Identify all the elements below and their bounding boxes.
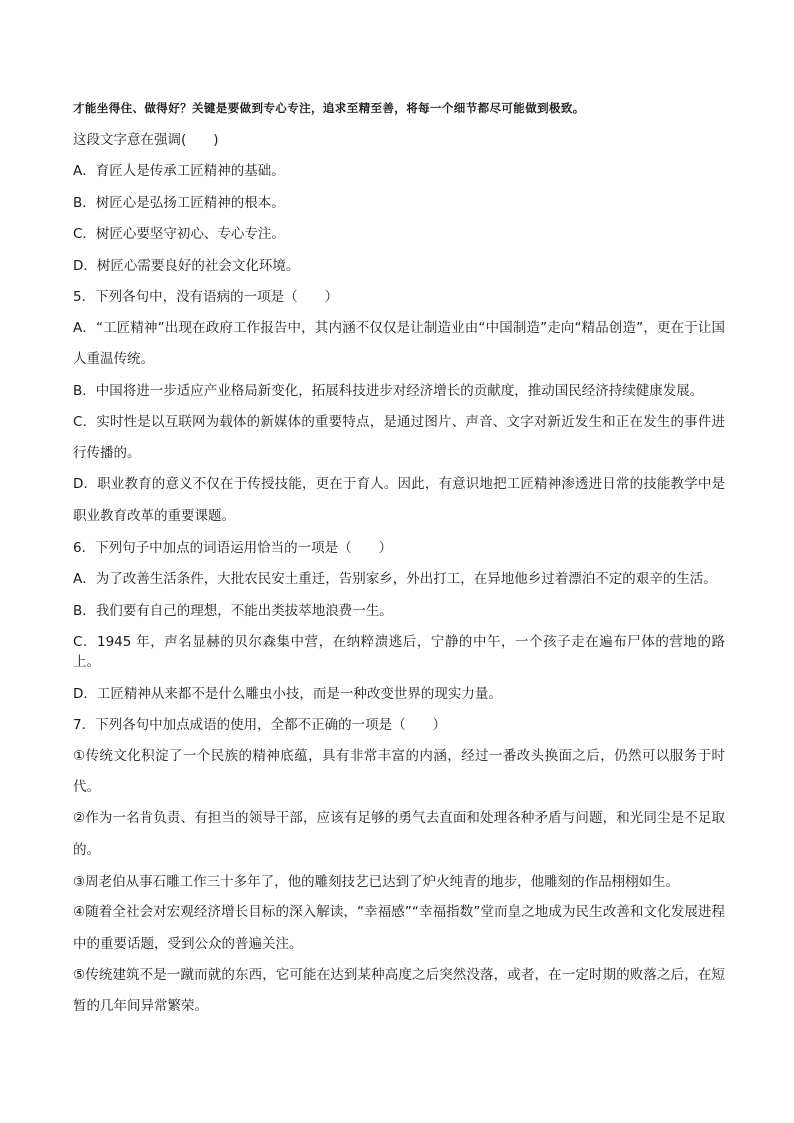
document-page: [73, 98, 725, 1028]
question-7: 7．下列各句中加点成语的使用，全都不正确的一项是（ ）: [73, 717, 447, 733]
option-d: D．树匠心需要良好的社会文化环境。: [73, 257, 300, 274]
question-6-option-b: B．我们要有自己的理想，不能出类拔萃地浪费一生。: [73, 602, 393, 619]
question-7-item-4: ④随着全社会对宏观经济增长目标的深入解读，“幸福感”“幸福指数”堂而皇之地成为民生改善和文化发展进程中的重要话题，受到公众的普遍关注。: [73, 904, 725, 952]
option-b: B．树匠心是弘扬工匠精神的根本。: [73, 194, 285, 211]
question-5: 5．下列各句中，没有语病的一项是（ ）: [73, 289, 339, 305]
question-5-option-d: D．职业教育的意义不仅在于传授技能，更在于育人。因此，有意识地把工匠精神渗透进日常的技能教学中是职业教育改革的重要课题。: [73, 476, 725, 524]
question-5-option-c: C．实时性是以互联网为载体的新媒体的重要特点，是通过图片、声音、文字对新近发生和正在发生的事件进行传播的。: [73, 413, 725, 461]
question-7-item-3: ③周老伯从事石雕工作三十多年了，他的雕刻技艺已达到了炉火纯青的地步，他雕刻的作品栩栩如生。: [73, 873, 680, 890]
option-c: C．树匠心要坚守初心、专心专注。: [73, 226, 285, 242]
question-6: 6．下列句子中加点的词语运用恰当的一项是（ ）: [73, 539, 393, 556]
question-6-option-d: D．工匠精神从来都不是什么雕虫小技，而是一种改变世界的现实力量。: [73, 685, 502, 702]
question-5-option-b: B．中国将进一步适应产业格局新变化，拓展科技进步对经济增长的贡献度，推动国民经济持续健康发展。: [73, 383, 704, 399]
question-7-item-1: ①传统文化积淀了一个民族的精神底蕴，具有非常丰富的内涵，经过一番改头换面之后，仍然可以服务于时代。: [73, 747, 725, 795]
option-a: A．育匠人是传承工匠精神的基础。: [73, 163, 285, 179]
question-7-item-5: ⑤传统建筑不是一蹴而就的东西，它可能在达到某种高度之后突然没落，或者，在一定时期的败落之后，在短暂的几年间异常繁荣。: [73, 966, 725, 1014]
question-6-option-c: C．1945 年，声名显赫的贝尔森集中营，在纳粹溃逃后，宁静的中午，一个孩子走在遍布尸体的营地的路上。: [73, 634, 725, 670]
question-6-option-a: A．为了改善生活条件，大批农民安土重迁，告别家乡，外出打工，在异地他乡过着漂泊不定的艰辛的生活。: [73, 571, 717, 587]
question-7-item-2: ②作为一名肯负责、有担当的领导干部，应该有足够的勇气去直面和处理各种矛盾与问题，和光同尘是不足取的。: [73, 810, 725, 858]
question-5-option-a: A．“工匠精神”出现在政府工作报告中，其内涵不仅仅是让制造业由“中国制造”走向“精品创造”，更在于让国人重温传统。: [73, 319, 725, 367]
passage-text: 才能坐得住、做得好？关键是要做到专心专注，追求至精至善，将每一个细节都尽可能做到极致。: [73, 101, 585, 115]
question-stem: 这段文字意在强调( ): [73, 131, 219, 148]
